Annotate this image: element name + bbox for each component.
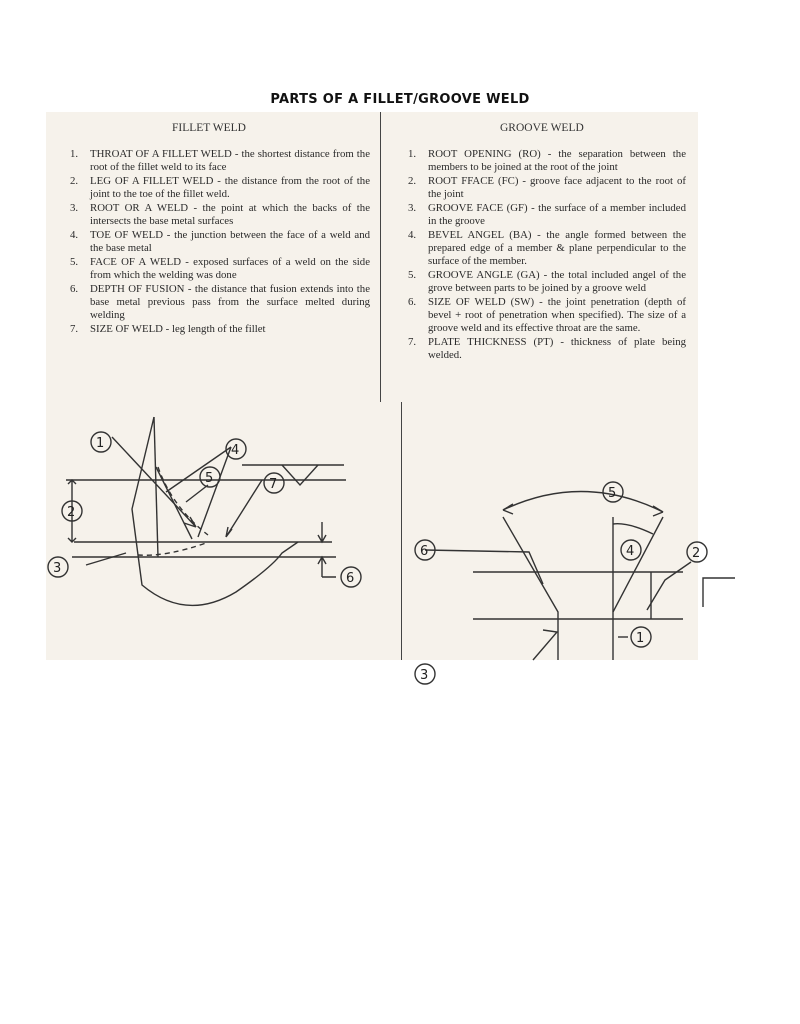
list-item: 7. PLATE THICKNESS (PT) - thickness of plate being welded.	[408, 335, 686, 362]
list-item: 4. TOE OF WELD - the junction between the face of a weld and the base metal	[70, 228, 370, 254]
list-item: 2. LEG OF A FILLET WELD - the distance from the root of the joint to the toe of the fillet weld.	[70, 174, 370, 201]
svg-text:1: 1	[96, 436, 105, 451]
svg-text:2: 2	[67, 505, 76, 520]
groove-weld-heading: GROOVE WELD	[500, 122, 584, 134]
list-item: 3. ROOT OR A WELD - the point at which the backs of the intersects the base metal surfaces	[70, 201, 370, 228]
list-item: 5. GROOVE ANGLE (GA) - the total included angel of the grove between parts to be joined by a groove weld	[408, 268, 686, 295]
groove-weld-diagram	[403, 462, 701, 683]
svg-text:4: 4	[626, 544, 635, 559]
svg-text:2: 2	[692, 546, 701, 561]
list-item: 5. FACE OF A WELD - exposed surfaces of a weld on the side from which the welding was done	[70, 255, 370, 281]
list-item: 6. DEPTH OF FUSION - the distance that fusion extends into the base metal previous pass from the surface melted during welding	[70, 282, 370, 321]
groove-weld-definitions	[408, 148, 686, 363]
fillet-weld-definitions	[70, 148, 370, 336]
svg-text:7: 7	[269, 477, 278, 492]
svg-text:5: 5	[608, 486, 617, 501]
list-item: 6. SIZE OF WELD (SW) - the joint penetration (depth of bevel + root of penetration when specified). The size of a groove weld and its effective throat are the same.	[408, 295, 686, 335]
list-item: 7. SIZE OF WELD - leg length of the fillet	[70, 322, 266, 335]
fillet-weld-diagram	[46, 417, 380, 660]
list-item: 1. THROAT OF A FILLET WELD - the shortest distance from the root of the fillet weld to its face	[70, 148, 370, 174]
fillet-weld-heading: FILLET WELD	[172, 122, 246, 134]
list-item: 2. ROOT FFACE (FC) - groove face adjacent to the root of the joint	[408, 174, 686, 201]
svg-text:6: 6	[346, 571, 355, 586]
list-item: 1. ROOT OPENING (RO) - the separation between the members to be joined at the root of the joint	[408, 148, 686, 174]
page-title: PARTS OF A FILLET/GROOVE WELD	[270, 92, 530, 107]
svg-text:1: 1	[636, 631, 645, 646]
svg-text:4: 4	[231, 443, 240, 458]
svg-text:6: 6	[420, 544, 429, 559]
svg-text:5: 5	[205, 471, 214, 486]
svg-text:3: 3	[420, 668, 429, 683]
scanned-handout	[46, 112, 701, 683]
list-item: 3. GROOVE FACE (GF) - the surface of a member included in the groove	[408, 201, 686, 228]
list-item: 4. BEVEL ANGEL (BA) - the angle formed between the prepared edge of a member & plane perpendicular to the surface of the member.	[408, 228, 686, 268]
svg-text:3: 3	[53, 561, 62, 576]
column-divider-top	[380, 112, 381, 402]
